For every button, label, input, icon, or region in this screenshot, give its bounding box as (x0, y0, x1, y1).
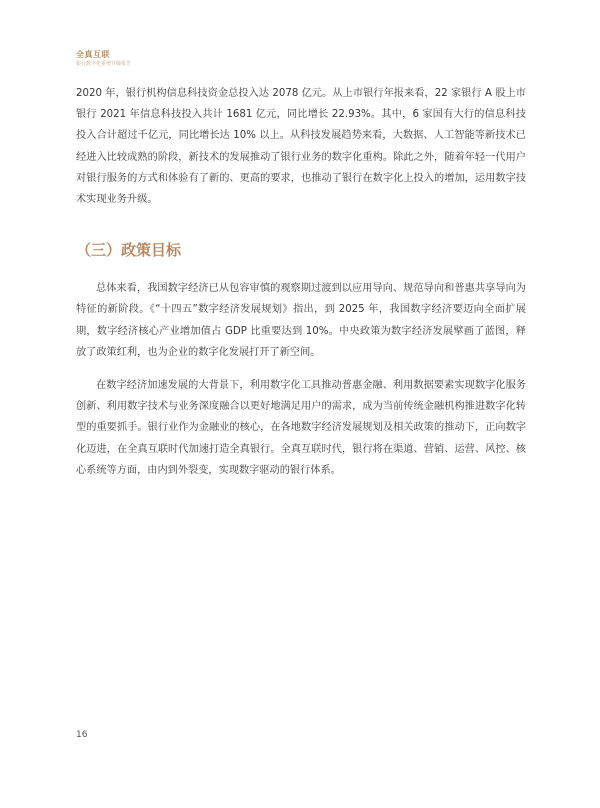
section-title: （三）政策目标 (76, 241, 182, 260)
section-paragraph-2: 在数字经济加速发展的大背景下，利用数字化工具推动普惠金融、利用数据要素实现数字化服务创新、利用数字技术与业务深度融合以更好地满足用户的需求，成为当前传统金融机构推进数字化转型的重要抓手。银行业作为金融业的核心，在各地数字经济发展规划及相关政策的推动下，正向数字化迈进，在全真互联时代加速打造全真银行。全真互联时代，银行将在渠道、营销、运营、风控、核心系统等方面，由内到外裂变，实现数字驱动的银行体系。 (76, 380, 526, 476)
page-content (76, 83, 526, 481)
intro-paragraph: 2020 年，银行机构信息科技资金总投入达 2078 亿元。从上市银行年报来看，22 家银行 A 股上市银行 2021 年信息科技投入共计 1681 亿元，同比增长 22.93%。其中，6 家国有大行的信息科技投入合计超过千亿元，同比增长达 10% 以上。从科技发展趋势来看，大数据、人工智能等新技术已经进入比较成熟的阶段，新技术的发展推动了银行业务的数字化重构。除此之外，随着年轻一代用户对银行服务的方式和体验有了新的、更高的要求，也推动了银行在数字化上投入的增加，运用数字技术实现业务升级。 (76, 88, 526, 206)
header-subtitle: 银行数字化重塑升级报告 (76, 61, 132, 67)
header-brand: 全真互联 (76, 50, 110, 59)
page-header (76, 50, 131, 68)
section-paragraph-1: 总体来看，我国数字经济已从包容审慎的观察期过渡到以应用导向、规范导向和普惠共享导向为特征的新阶段。《“十四五”数字经济发展规划》指出，到 2025 年，我国数字经济要迈向全面扩展期，数字经济核心产业增加值占 GDP 比重要达到 10%。中央政策为数字经济发展擘画了蓝图，释放了政策红利，也为企业的数字化发展打开了新空间。 (76, 283, 526, 358)
page-number: 16 (76, 730, 88, 740)
paragraph-spacer (76, 363, 526, 375)
